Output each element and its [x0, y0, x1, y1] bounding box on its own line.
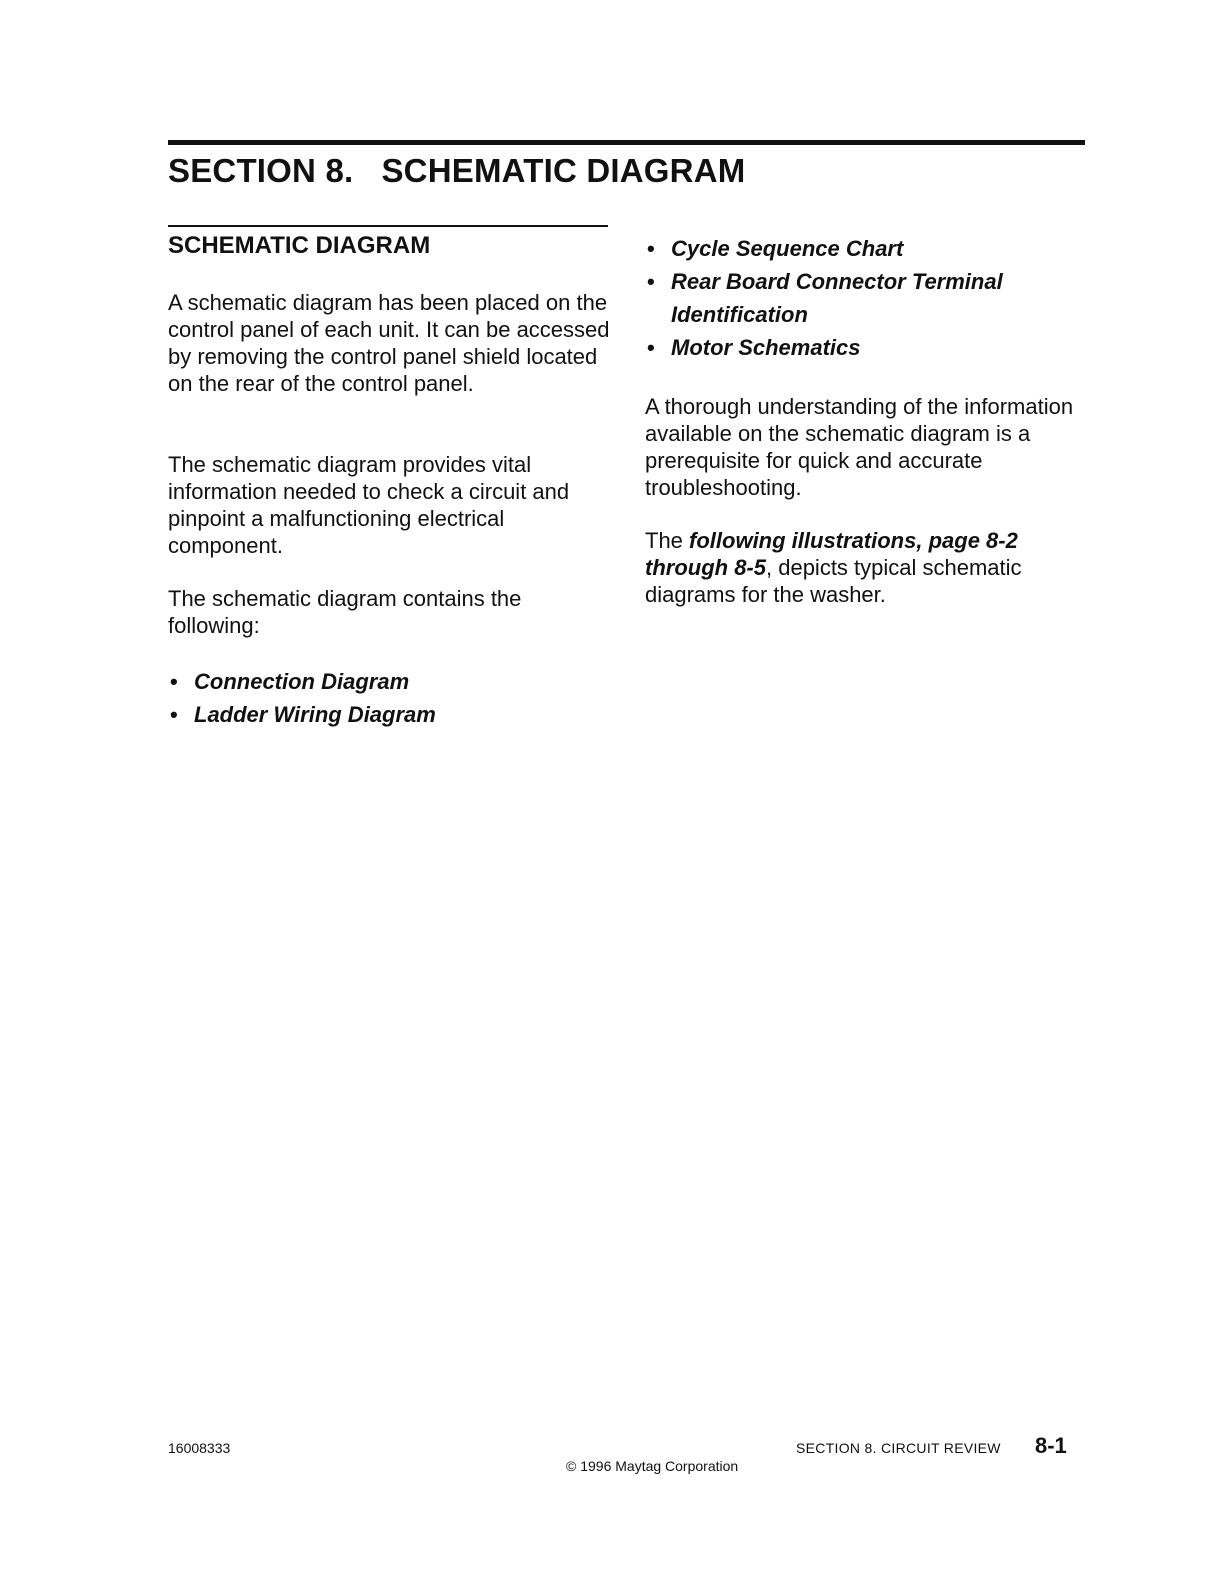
intro-paragraph: A schematic diagram has been placed on the control panel of each unit. It can be accessed by removing the control panel shield located on the rear of the control panel.: [168, 290, 610, 396]
list-item: [168, 698, 534, 731]
cycle-sequence-chart-item: Cycle Sequence Chart: [671, 236, 904, 261]
bullet-icon: •: [170, 669, 178, 694]
schematic-diagram-heading: SCHEMATIC DIAGRAM: [168, 232, 431, 259]
right-bullet-list: [645, 232, 1011, 364]
bullet-icon: •: [647, 335, 655, 360]
bullet-icon: •: [647, 269, 655, 294]
page-number: 8-1: [1035, 1433, 1067, 1458]
understanding-paragraph: A thorough understanding of the information available on the schematic diagram is a prerequisite for quick and accurate troubleshooting.: [645, 394, 1074, 500]
rear-board-connector-item: Rear Board Connector Terminal Identification: [671, 269, 1003, 327]
motor-schematics-item: Motor Schematics: [671, 335, 861, 360]
list-item: [645, 232, 1011, 265]
illustrations-post: , depicts typical schematic diagrams for the washer.: [645, 555, 1022, 607]
top-rule: [168, 140, 1085, 145]
illustrations-page-reference: following illustrations, page 8-2 through 8-5: [645, 528, 1018, 580]
ladder-wiring-diagram-item: Ladder Wiring Diagram: [194, 702, 436, 727]
bullet-icon: •: [647, 236, 655, 261]
document-number: 16008333: [168, 1440, 231, 1456]
list-item: [645, 265, 1011, 331]
list-item: [168, 665, 534, 698]
left-bullet-list: [168, 665, 534, 731]
subheading-rule: [168, 225, 608, 227]
connection-diagram-item: Connection Diagram: [194, 669, 410, 694]
list-item: [645, 331, 1011, 364]
illustrations-pre: The: [645, 528, 690, 553]
section-title: SECTION 8. SCHEMATIC DIAGRAM: [168, 152, 746, 189]
contains-paragraph: The schematic diagram contains the following:: [168, 586, 522, 638]
section-footer-label: SECTION 8. CIRCUIT REVIEW: [796, 1440, 1001, 1456]
vital-info-paragraph: The schematic diagram provides vital information needed to check a circuit and pinpoint a malfunctioning electrical component.: [168, 452, 570, 558]
copyright: © 1996 Maytag Corporation: [566, 1458, 739, 1474]
illustrations-paragraph: [645, 527, 1090, 608]
bullet-icon: •: [170, 702, 178, 727]
